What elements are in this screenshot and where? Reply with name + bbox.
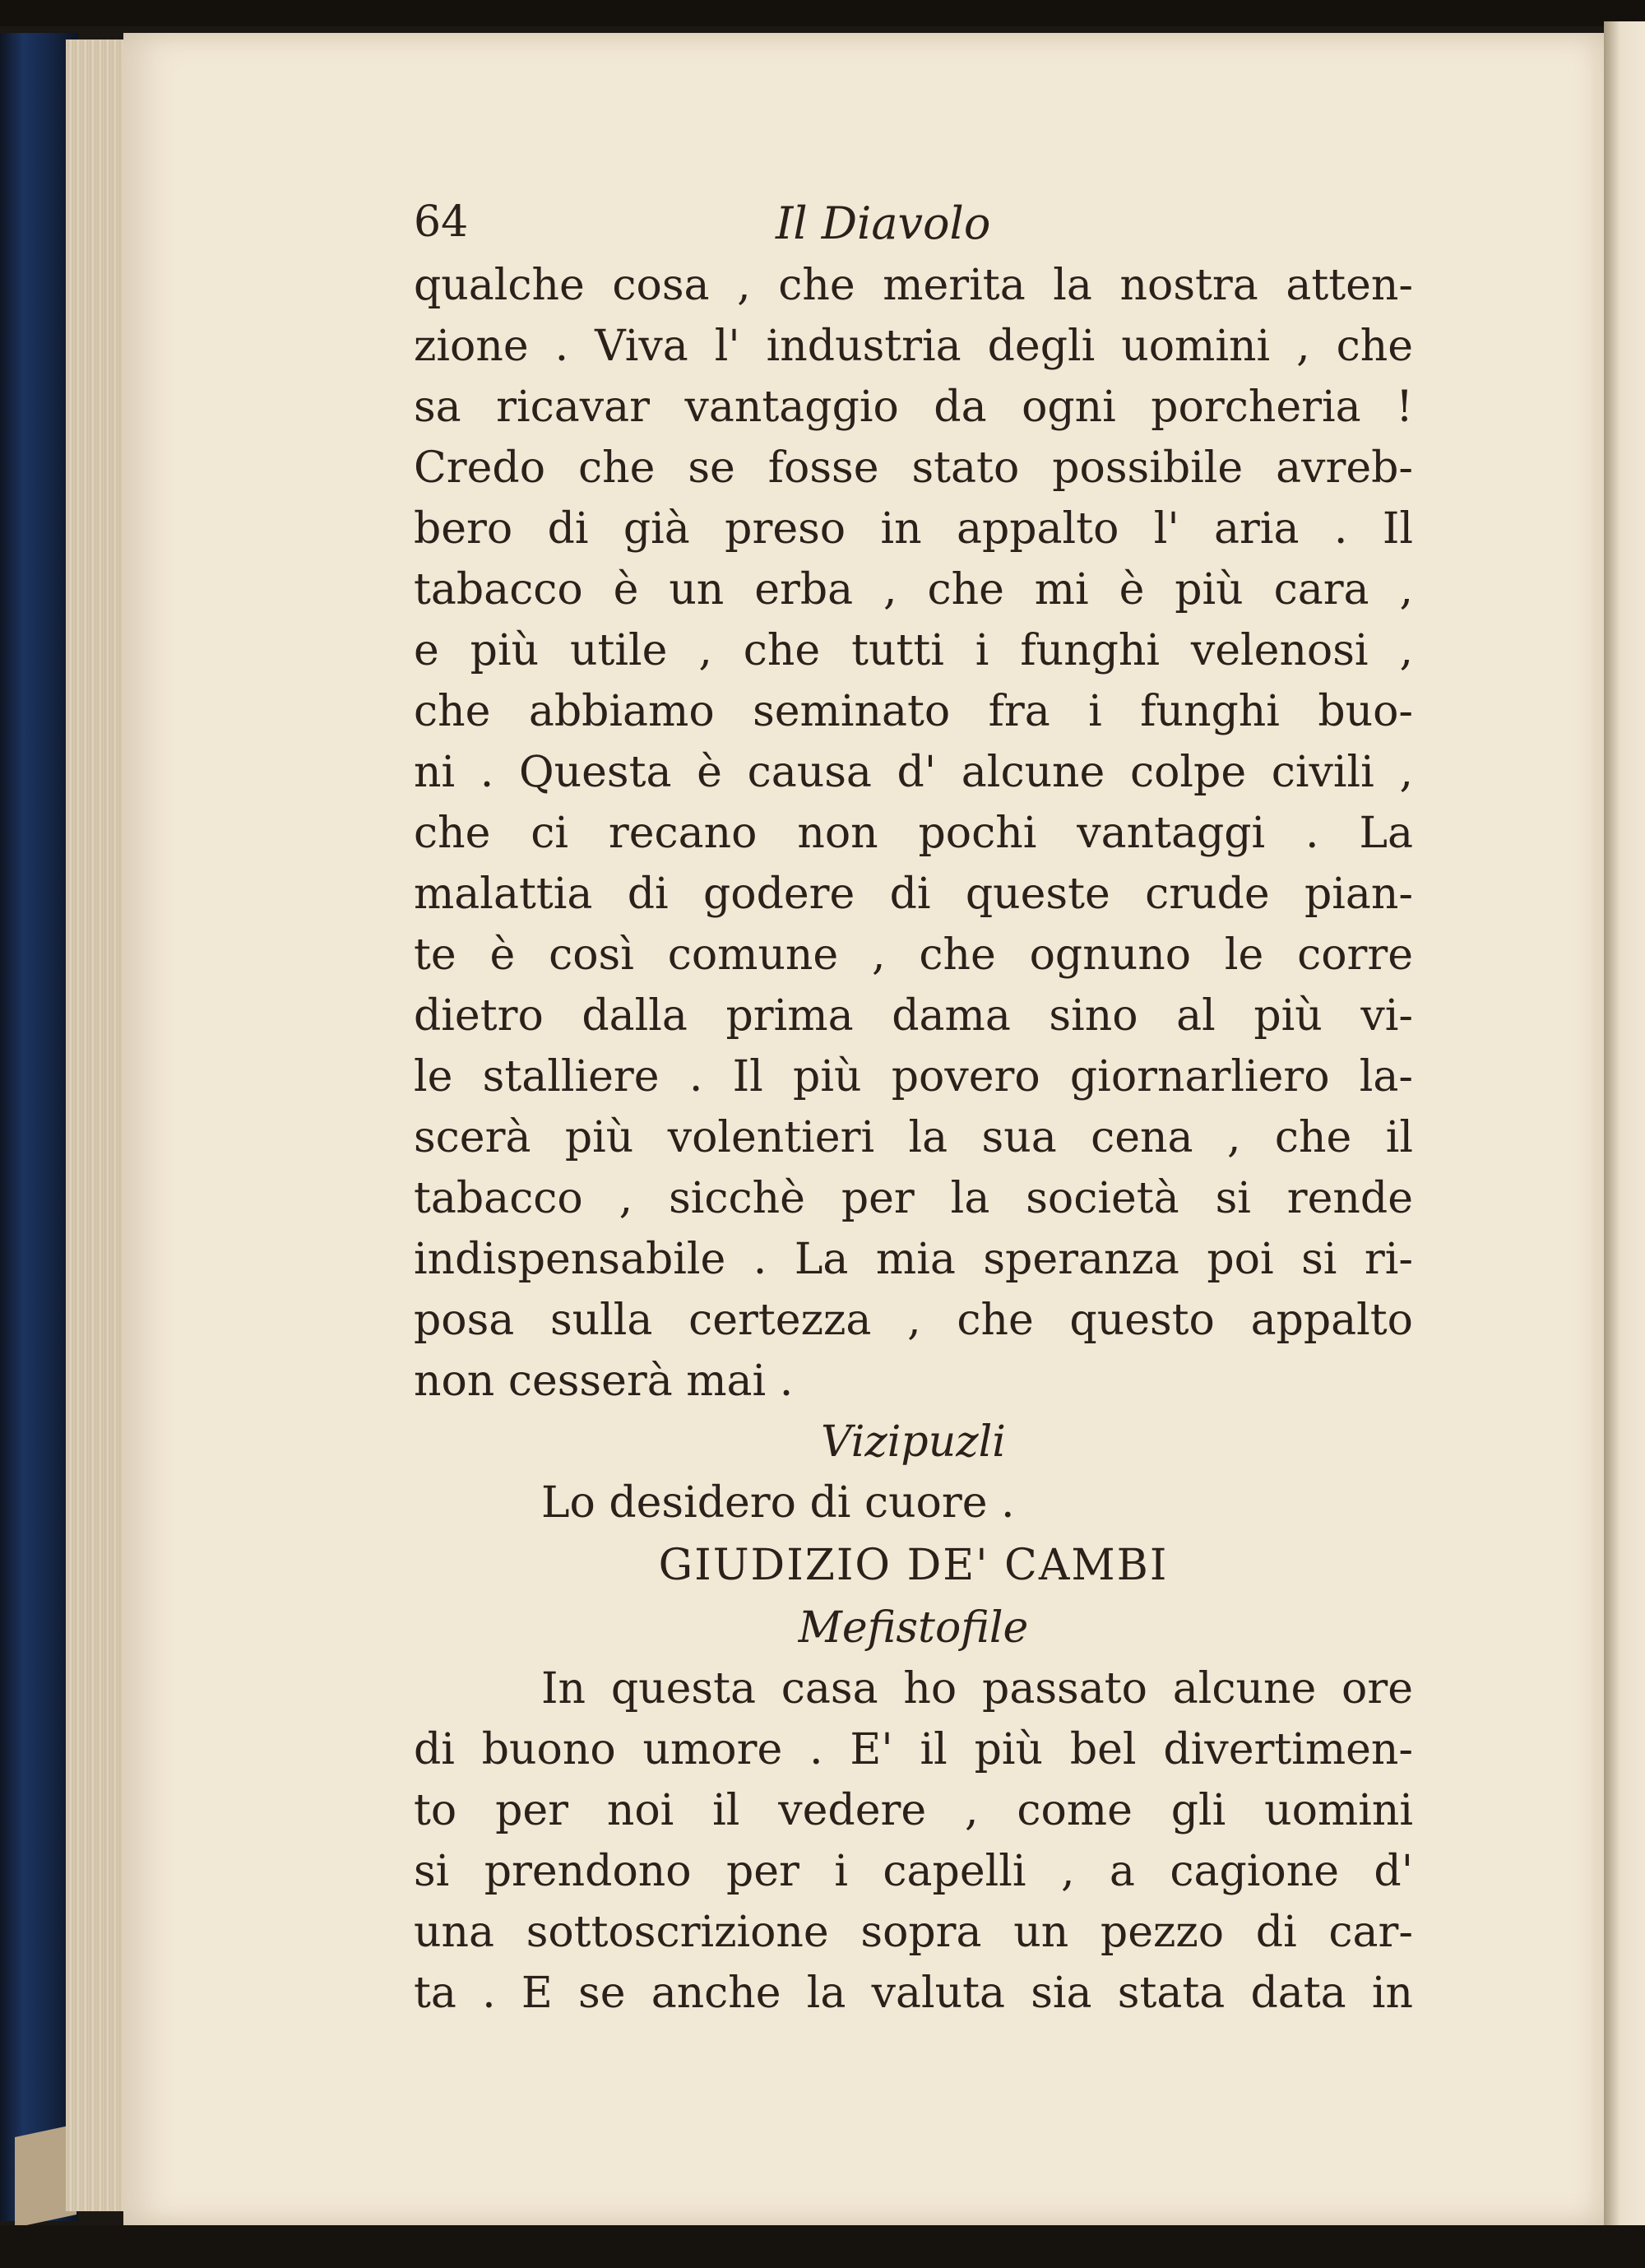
text-line: bero di già preso in appalto l' aria . Il [414,504,1413,554]
text-line: le stalliere . Il più povero giornarliero la- [414,1052,1413,1102]
text-line: tabacco è un erba , che mi è più cara , [414,565,1413,615]
text-line: di buono umore . E' il più bel divertimen- [414,1725,1413,1774]
page-header [414,197,1413,255]
running-title: Il Diavolo [776,197,991,249]
speaker-name: Mefistofile [798,1603,1029,1653]
text-line: to per noi il vedere , come gli uomini [414,1786,1413,1835]
text-line: tabacco , sicchè per la società si rende [414,1174,1413,1223]
scan-top-edge [0,0,1645,26]
page-text [414,197,1413,2024]
text-line: Credo che se fosse stato possibile avreb- [414,443,1413,493]
text-line: una sottoscrizione sopra un pezzo di car- [414,1908,1413,1957]
text-line: posa sulla certezza , che questo appalto [414,1296,1413,1345]
text-line: non cesserà mai . [414,1357,794,1406]
scan-bottom-edge [0,2225,1645,2268]
text-line: che ci recano non pochi vantaggi . La [414,809,1413,858]
text-line: zione . Viva l' industria degli uomini , che [414,322,1413,371]
speaker-name: Vizipuzli [821,1417,1006,1467]
text-line: indispensabile . La mia speranza poi si ri- [414,1235,1413,1284]
text-line: ta . E se anche la valuta sia stata data in [414,1969,1413,2018]
text-line: sa ricavar vantaggio da ogni porcheria ! [414,383,1413,432]
paragraph-2 [414,1658,1413,2024]
text-line: scerà più volentieri la sua cena , che il [414,1113,1413,1162]
section-heading: GIUDIZIO DE' CAMBI [658,1541,1169,1590]
facing-page-edge [1604,21,1645,2242]
text-line: malattia di godere di queste crude pian- [414,870,1413,919]
text-line: In questa casa ho passato alcune ore [541,1664,1413,1714]
text-line: si prendono per i capelli , a cagione d' [414,1847,1413,1896]
text-line: dietro dalla prima dama sino al più vi- [414,991,1413,1041]
speech-line: Lo desidero di cuore . [541,1478,1015,1528]
text-line: qualche cosa , che merita la nostra atten- [414,261,1413,310]
text-line: che abbiamo seminato fra i funghi buo- [414,687,1413,736]
paragraph-1 [414,255,1413,1412]
text-line: e più utile , che tutti i funghi velenosi , [414,626,1413,675]
text-line: te è così comune , che ognuno le corre [414,930,1413,980]
page-number: 64 [414,197,469,247]
text-line: ni . Questa è causa d' alcune colpe civili , [414,748,1413,797]
